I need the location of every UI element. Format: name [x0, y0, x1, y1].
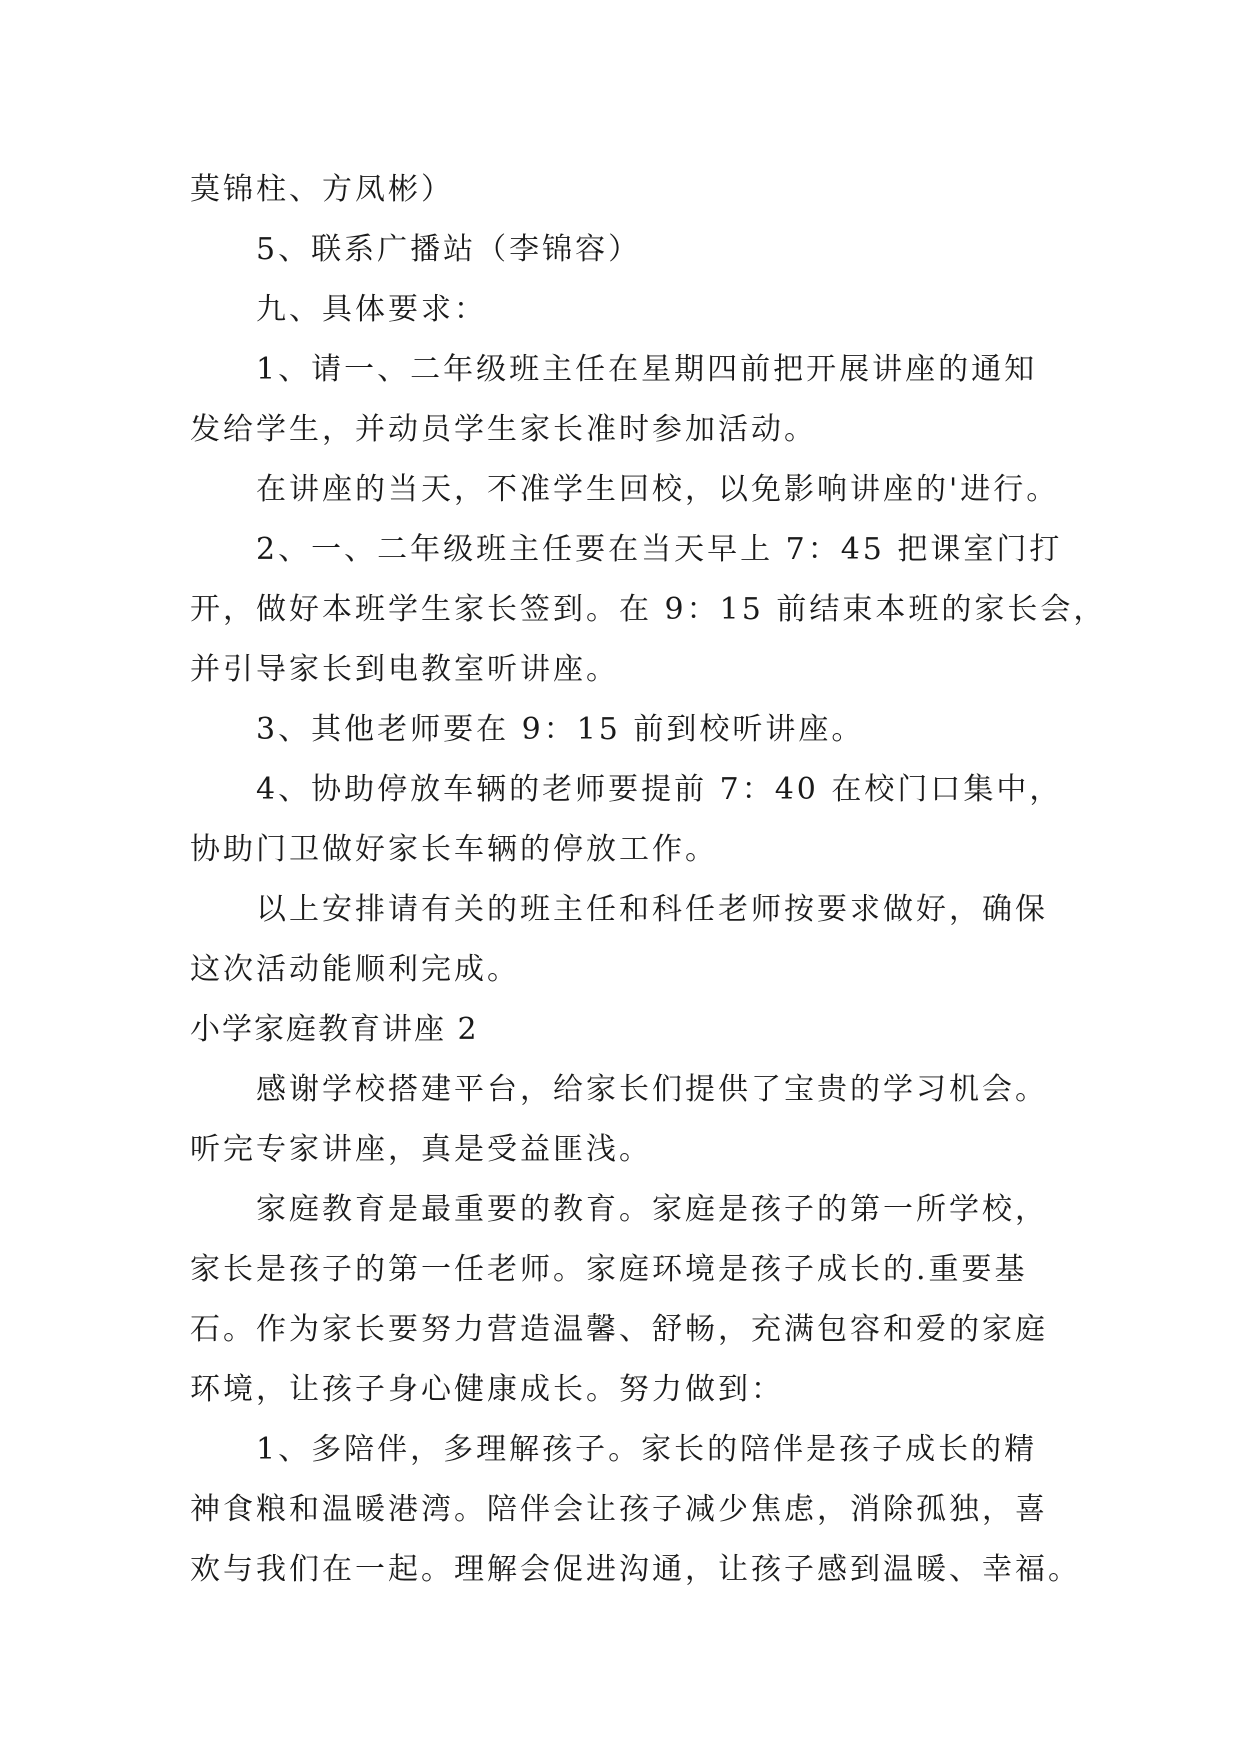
text-line: 家庭教育是最重要的教育。家庭是孩子的第一所学校， [256, 1192, 1048, 1227]
text-line: 环境，让孩子身心健康成长。努力做到： [190, 1372, 784, 1407]
text-line: 这次活动能顺利完成。 [190, 952, 520, 987]
text-line: 在讲座的当天，不准学生回校，以免影响讲座的'进行。 [256, 472, 1060, 507]
text-line: 1、请一、二年级班主任在星期四前把开展讲座的通知 [256, 352, 1038, 387]
text-line: 2、一、二年级班主任要在当天早上 7：45 把课室门打 [256, 532, 1063, 567]
text-line: 开，做好本班学生家长签到。在 9：15 前结束本班的家长会， [190, 592, 1107, 627]
text-line: 感谢学校搭建平台，给家长们提供了宝贵的学习机会。 [256, 1072, 1048, 1107]
document-title: 小学家庭教育讲座 2 [190, 1012, 479, 1047]
text-line: 家长是孩子的第一任老师。家庭环境是孩子成长的.重要基 [190, 1252, 1028, 1287]
section-heading: 九、具体要求： [256, 292, 487, 327]
text-line: 3、其他老师要在 9：15 前到校听讲座。 [256, 712, 865, 747]
text-line: 并引导家长到电教室听讲座。 [190, 652, 619, 687]
text-line: 莫锦柱、方凤彬） [190, 172, 454, 207]
text-line: 听完专家讲座，真是受益匪浅。 [190, 1132, 652, 1167]
document-body [190, 160, 1107, 1600]
text-line: 5、联系广播站（李锦容） [256, 232, 642, 267]
text-line: 欢与我们在一起。理解会促进沟通，让孩子感到温暖、幸福。 [190, 1552, 1081, 1587]
text-line: 4、协助停放车辆的老师要提前 7：40 在校门口集中， [256, 772, 1063, 807]
text-line: 协助门卫做好家长车辆的停放工作。 [190, 832, 718, 867]
text-line: 发给学生，并动员学生家长准时参加活动。 [190, 412, 817, 447]
text-line: 以上安排请有关的班主任和科任老师按要求做好，确保 [256, 892, 1048, 927]
text-line: 神食粮和温暖港湾。陪伴会让孩子减少焦虑，消除孤独，喜 [190, 1492, 1048, 1527]
text-line: 1、多陪伴，多理解孩子。家长的陪伴是孩子成长的精 [256, 1432, 1038, 1467]
text-line: 石。作为家长要努力营造温馨、舒畅，充满包容和爱的家庭 [190, 1312, 1048, 1347]
